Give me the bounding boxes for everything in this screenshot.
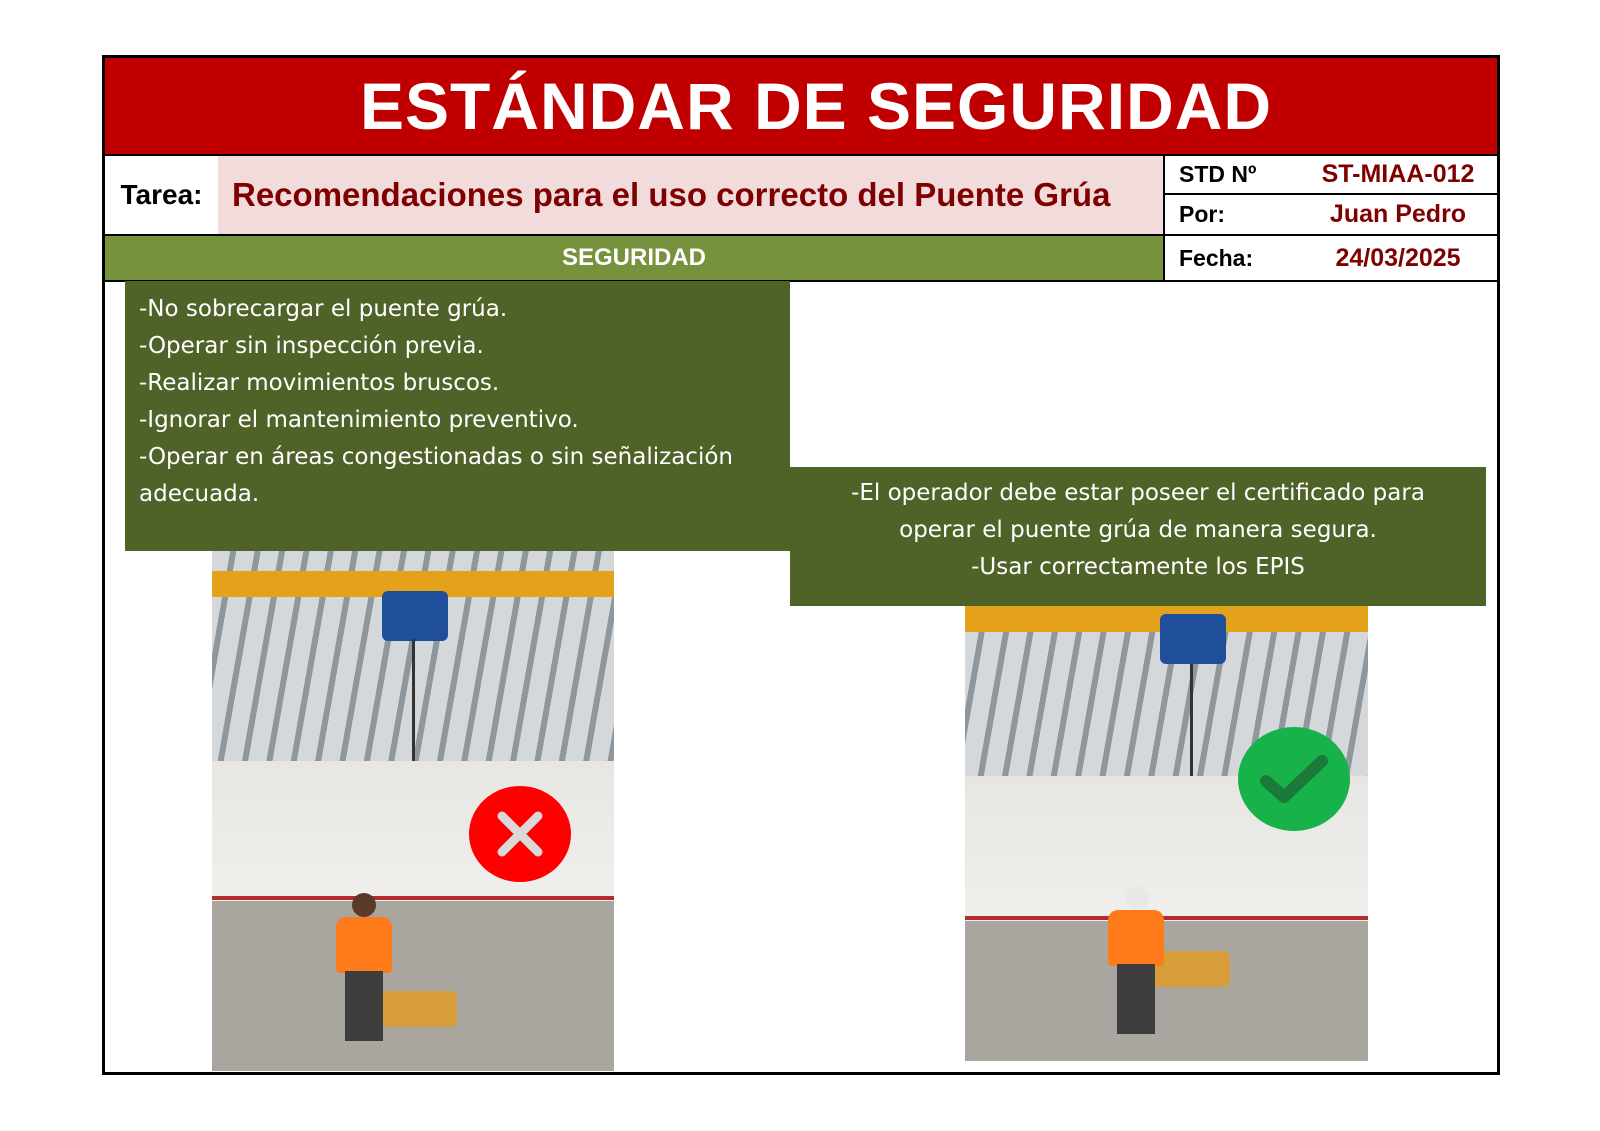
wall-stripe — [212, 896, 614, 900]
crane-hoist — [1160, 614, 1226, 664]
correct-use-photo — [965, 606, 1368, 1061]
note-line: -Operar en áreas congestionadas o sin señalización — [139, 444, 733, 470]
note-line: -El operador debe estar poseer el certificado para — [851, 480, 1425, 506]
section-label: SEGURIDAD — [105, 236, 1163, 280]
author-value: Juan Pedro — [1329, 200, 1467, 228]
crane-hoist — [382, 591, 448, 641]
worker-legs — [1117, 964, 1155, 1034]
incorrect-badge — [469, 786, 571, 882]
correct-badge — [1238, 727, 1350, 831]
worker-head — [352, 893, 376, 917]
warehouse-floor — [965, 921, 1368, 1061]
section-row — [105, 236, 1497, 282]
load — [377, 991, 457, 1027]
std-number-cell — [1163, 156, 1497, 195]
note-line: -Operar sin inspección previa. — [139, 333, 484, 359]
std-value: ST-MIAA-012 — [1321, 160, 1475, 188]
incorrect-practices-note — [125, 281, 790, 551]
worker-body — [1108, 910, 1164, 966]
note-line: -Usar correctamente los EPIS — [971, 554, 1305, 580]
date-cell — [1163, 236, 1497, 280]
note-line: -No sobrecargar el puente grúa. — [139, 296, 508, 322]
date-value: 24/03/2025 — [1335, 243, 1461, 272]
note-line: adecuada. — [139, 481, 260, 507]
worker-legs — [345, 971, 383, 1041]
note-line: -Ignorar el mantenimiento preventivo. — [139, 407, 579, 433]
task-label: Tarea: — [120, 179, 203, 210]
std-label: STD Nº — [1179, 161, 1257, 187]
worker-helmet — [1125, 886, 1149, 910]
author-cell — [1163, 195, 1497, 234]
worker-body — [336, 917, 392, 973]
date-label: Fecha: — [1179, 244, 1254, 271]
task-value: Recomendaciones para el uso correcto del Puente Grúa — [218, 156, 1163, 234]
task-row — [105, 156, 1497, 236]
note-line: operar el puente grúa de manera segura. — [899, 517, 1377, 543]
cross-icon — [494, 808, 546, 860]
author-label: Por: — [1179, 201, 1225, 227]
page-title: ESTÁNDAR DE SEGURIDAD — [359, 69, 1273, 143]
warehouse-floor — [212, 901, 614, 1071]
check-icon — [1260, 753, 1328, 805]
wall-stripe — [965, 916, 1368, 920]
title-bar — [105, 58, 1497, 156]
correct-practices-note — [790, 467, 1486, 606]
note-line: -Realizar movimientos bruscos. — [139, 370, 500, 396]
